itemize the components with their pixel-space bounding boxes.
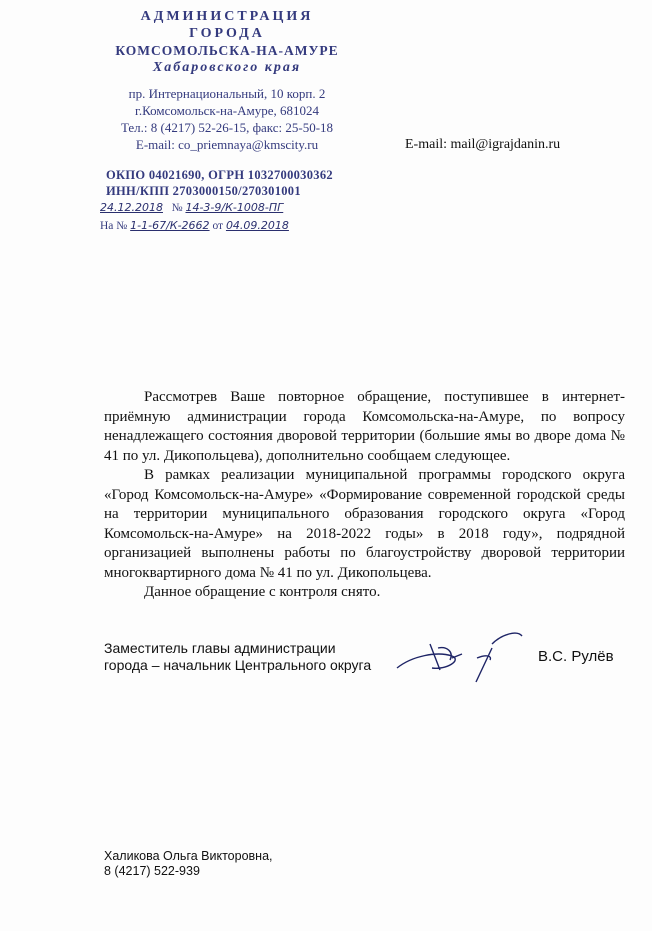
body-paragraph-3: Данное обращение с контроля снято. xyxy=(144,584,381,600)
executor-phone: 8 (4217) 522-939 xyxy=(104,864,200,878)
stamp-number-label: № xyxy=(171,202,183,214)
stamp-org-line3: КОМСОМОЛЬСКА-НА-АМУРЕ xyxy=(115,43,339,58)
stamp-re-from-label: от xyxy=(212,220,224,232)
signatory-position-line1: Заместитель главы администрации xyxy=(104,640,336,656)
letter-body xyxy=(104,388,625,603)
stamp-inn: ИНН/КПП 2703000150/270301001 xyxy=(106,184,301,198)
stamp-number: 14-3-9/К-1008-ПГ xyxy=(185,201,284,214)
stamp-re-date: 04.09.2018 xyxy=(225,219,289,232)
handwritten-signature xyxy=(392,626,532,686)
stamp-incoming-ref xyxy=(96,217,358,235)
signatory-position xyxy=(104,640,371,674)
executor-info xyxy=(104,849,273,879)
executor-name: Халикова Ольга Викторовна, xyxy=(104,849,273,863)
signatory-position-line2: города – начальник Центрального округа xyxy=(104,657,372,673)
stamp-okpo: ОКПО 04021690, ОГРН 1032700030362 xyxy=(106,168,333,182)
official-stamp xyxy=(96,8,358,235)
stamp-phone: Тел.: 8 (4217) 52-26-15, факс: 25-50-18 xyxy=(120,120,334,135)
stamp-date: 24.12.2018 xyxy=(100,201,163,214)
body-paragraph-1: Рассмотрев Ваше повторное обращение, поступившее в интернет-приёмную администрации города Комсомольска-на-Амуре, по вопросу ненадлежащего состояния дворовой территории (большие ямы во дворе дома № 41 по ул. Дикопольцева), дополнительно сообщаем следующее. xyxy=(104,389,625,464)
stamp-email: E-mail: co_priemnaya@kmscity.ru xyxy=(135,137,319,152)
stamp-address-line1: пр. Интернациональный, 10 корп. 2 xyxy=(128,86,326,101)
stamp-address-line2: г.Комсомольск-на-Амуре, 681024 xyxy=(135,103,319,118)
signatory-name: В.С. Рулёв xyxy=(538,648,614,665)
body-paragraph-2: В рамках реализации муниципальной программы городского округа «Город Комсомольск-на-Амуре» «Формирование современной городской среды на территории муниципального образования городского округа «Город Комсомольск-на-Амуре» на 2018-2022 годы» в 2018 году», подрядной организацией выполнены работы по благоустройству дворовой территории многоквартирного дома № 41 по ул. Дикопольцева. xyxy=(104,467,625,581)
stamp-outgoing-ref xyxy=(96,199,358,217)
stamp-ids xyxy=(96,167,358,199)
stamp-org-line1: АДМИНИСТРАЦИЯ xyxy=(140,9,314,24)
stamp-re-number: 1-1-67/К-2662 xyxy=(130,219,210,232)
stamp-re-label: На № xyxy=(100,220,128,232)
stamp-address xyxy=(96,85,358,153)
recipient-email: E-mail: mail@igrajdanin.ru xyxy=(405,137,561,152)
stamp-org-line2: ГОРОДА xyxy=(189,26,265,41)
stamp-org-region: Хабаровского края xyxy=(152,60,302,75)
